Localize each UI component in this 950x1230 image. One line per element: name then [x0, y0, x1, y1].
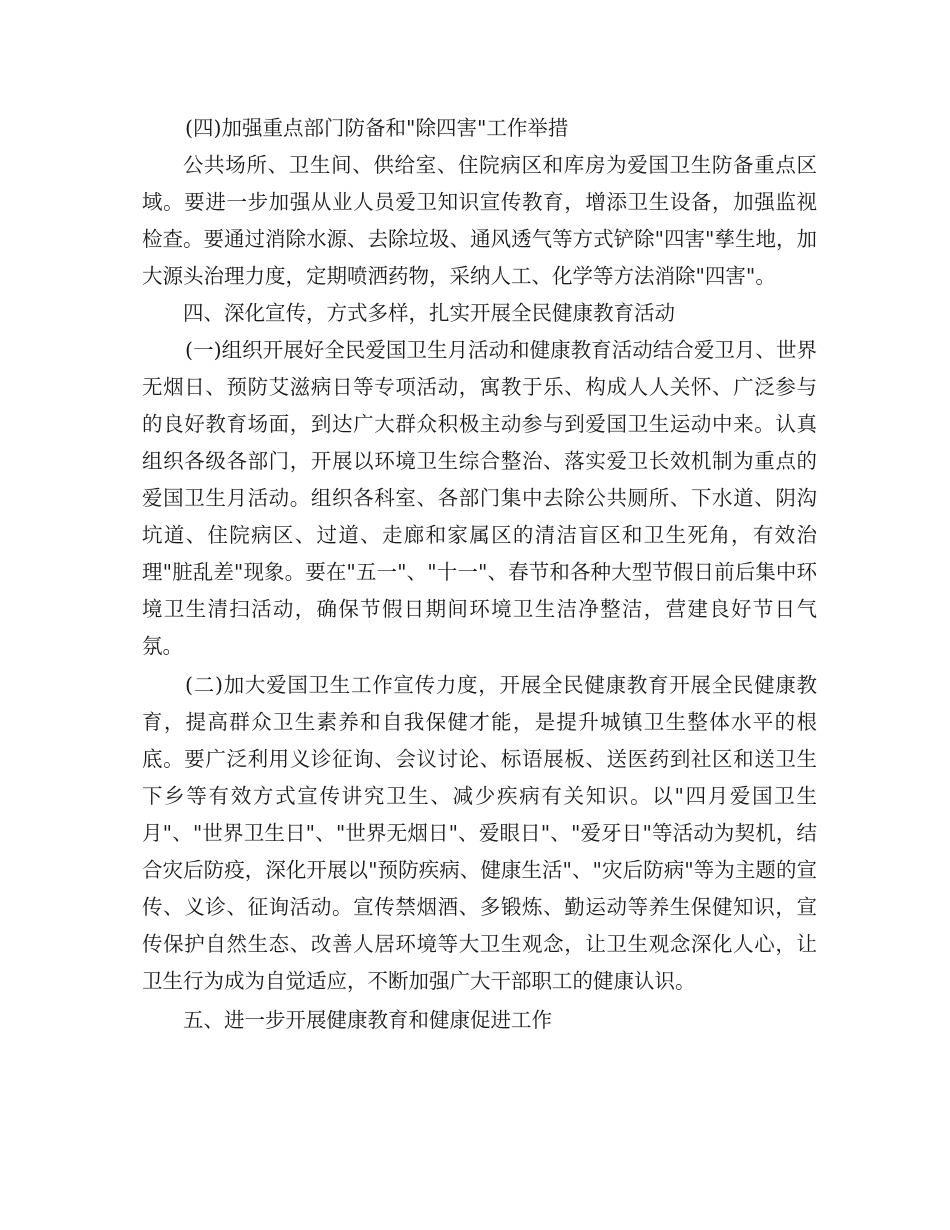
body-paragraph-subsection-2: (二)加大爱国卫生工作宣传力度，开展全民健康教育开展全民健康教育，提高群众卫生素养和自我保健才能，是提升城镇卫生整体水平的根底。要广泛利用义诊征询、会议讨论、标语展板、送医药到社区和送卫生下乡等有效方式宣传讲究卫生、减少疾病有关知识。以"四月爱国卫生月"、"世界卫生日"、"世界无烟日"、爱眼日"、"爱牙日"等活动为契机，结合灾后防疫，深化开展以"预防疾病、健康生活"、"灾后防病"等为主题的宣传、义诊、征询活动。宣传禁烟酒、多锻炼、勤运动等养生保健知识，宣传保护自然生态、改善人居环境等大卫生观念，让卫生观念深化人心，让卫生行为成为自觉适应，不断加强广大干部职工的健康认识。: [142, 673, 817, 993]
body-paragraph-subsection-1: (一)组织开展好全民爱国卫生月活动和健康教育活动结合爱卫月、世界无烟日、预防艾滋病日等专项活动，寓教于乐、构成人人关怀、广泛参与的良好教育场面，到达广大群众积极主动参与到爱国卫生运动中来。认真组织各级各部门，开展以环境卫生综合整治、落实爱卫长效机制为重点的爱国卫生月活动。组织各科室、各部门集中去除公共厕所、下水道、阴沟坑道、住院病区、过道、走廊和家属区的清洁盲区和卫生死角，有效治理"脏乱差"现象。要在"五一"、"十一"、春节和各种大型节假日前后集中环境卫生清扫活动，确保节假日期间环境卫生洁净整洁，营建良好节日气氛。: [142, 338, 817, 658]
document-body: [142, 110, 817, 1039]
section-heading-5: 五、进一步开展健康教育和健康促进工作: [183, 1008, 552, 1032]
body-paragraph: 公共场所、卫生间、供给室、住院病区和库房为爱国卫生防备重点区域。要进一步加强从业人员爱卫知识宣传教育，增添卫生设备，加强监视检查。要通过消除水源、去除垃圾、通风透气等方式铲除"四害"孳生地，加大源头治理力度，定期喷洒药物，采纳人工、化学等方法消除"四害"。: [142, 153, 817, 288]
subsection-heading-4: (四)加强重点部门防备和"除四害"工作举措: [185, 116, 569, 140]
section-heading-4: 四、深化宣传，方式多样，扎实开展全民健康教育活动: [183, 301, 675, 325]
